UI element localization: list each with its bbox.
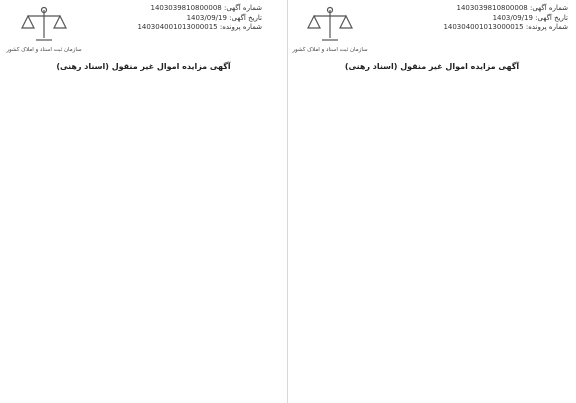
registry-emblem-icon (302, 4, 358, 46)
column-divider (287, 0, 288, 403)
notice-left (4, 0, 283, 403)
notice-number: شماره آگهی: 1403039810800008 (456, 4, 568, 12)
notice-title: آگهی مزایده اموال غیر منقول (اسناد رهنی) (344, 62, 520, 71)
notice-body (6, 78, 281, 397)
file-number: شماره پرونده: 140304001013000015 (137, 23, 262, 31)
notice-date: تاریخ آگهی: 1403/09/19 (186, 13, 262, 22)
emblem-caption: سازمان ثبت اسناد و املاک کشور (292, 47, 368, 53)
notice-body (294, 78, 570, 397)
registry-emblem-icon (16, 4, 72, 46)
notice-number: شماره آگهی: 1403039810800008 (150, 4, 262, 12)
file-number: شماره پرونده: 140304001013000015 (443, 23, 568, 31)
notice-date: تاریخ آگهی: 1403/09/19 (492, 13, 568, 22)
notice-meta (443, 4, 568, 33)
notice-title: آگهی مزایده اموال غیر منقول (اسناد رهنی) (56, 62, 231, 71)
notice-meta (137, 4, 262, 33)
emblem-caption: سازمان ثبت اسناد و املاک کشور (6, 47, 82, 53)
notice-right (292, 0, 572, 403)
